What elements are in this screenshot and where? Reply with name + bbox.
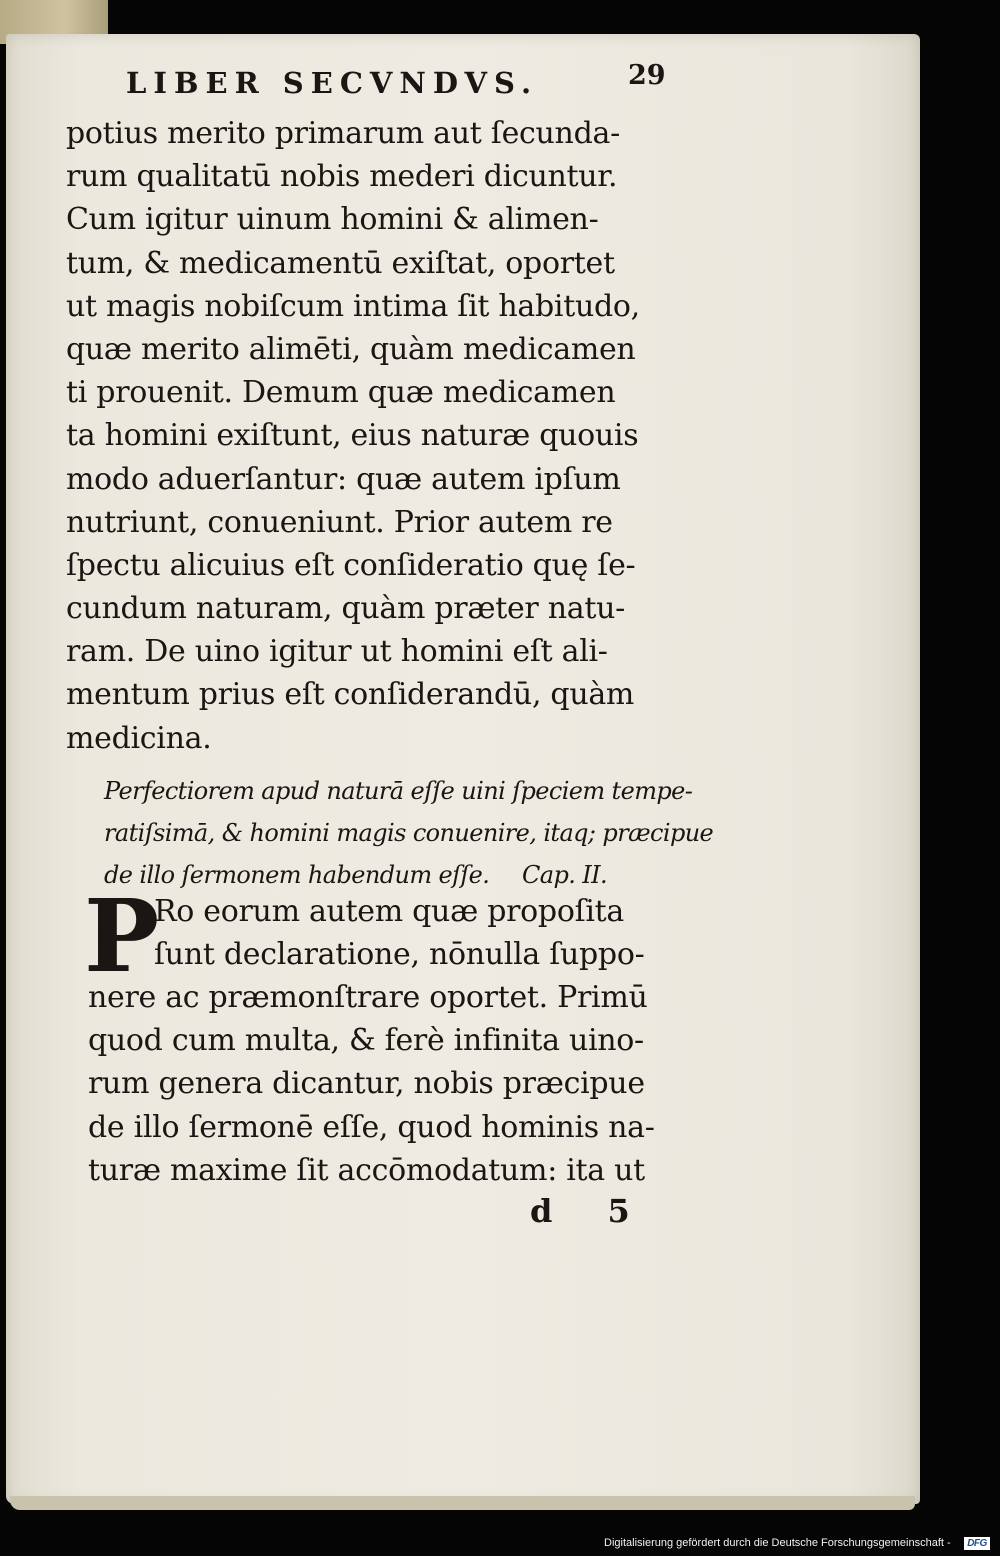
chapter-heading — [104, 770, 713, 896]
chapter-heading-line: de illo ſermonem habendum eſſe. — [104, 861, 490, 889]
chapter-line: rum genera dicantur, nobis præcipue — [88, 1066, 645, 1102]
drop-cap-initial: P — [84, 877, 160, 995]
body-line: mentum prius eſt conſiderandū, quàm — [66, 677, 635, 713]
chapter-text — [88, 976, 655, 1192]
body-line: tum, & medicamentū exiſtat, oportet — [66, 245, 615, 281]
body-line: Cum igitur uinum homini & alimen- — [66, 202, 599, 238]
body-line: ti prouenit. Demum quæ medicamen — [66, 375, 616, 411]
chapter-line: nere ac præmonſtrare oportet. Primū — [88, 980, 648, 1015]
page-number: 29 — [628, 60, 666, 91]
body-line: cundum naturam, quàm præter natu- — [66, 591, 625, 627]
body-line: ſpectu alicuius eſt conſideratio quę ſe- — [66, 547, 636, 583]
body-line: potius merito primarum aut ſecunda- — [66, 116, 620, 151]
chapter-line: turæ maxime ſit accōmodatum: ita ut — [88, 1152, 645, 1188]
dfg-logo: DFG — [964, 1537, 990, 1550]
body-line: modo aduerſantur: quæ autem ipſum — [66, 461, 621, 497]
chapter-text-indented — [154, 890, 644, 976]
chapter-heading-line: Perfectiorem apud naturā eſſe uini ſpeciem tempe- — [104, 777, 693, 805]
body-line: ram. De uino igitur ut homini eſt ali- — [66, 634, 608, 670]
signature-mark: d 5 — [530, 1192, 652, 1230]
chapter-number: Cap. II. — [522, 861, 608, 889]
body-line: ut magis nobiſcum intima ſit habitudo, — [66, 288, 640, 324]
running-head: LIBER SECVNDVS. — [126, 66, 539, 100]
chapter-heading-line: ratiſsimā, & homini magis conuenire, itaq; præcipue — [104, 819, 714, 847]
chapter-line: Ro eorum autem quæ propoſita — [154, 894, 625, 929]
chapter-line: ſunt declaratione, nōnulla ſuppo- — [154, 937, 645, 973]
dfg-credit-text: Digitalisierung gefördert durch die Deutsche Forschungsgemeinschaft - — [604, 1537, 951, 1549]
page-bottom-edge — [10, 1496, 915, 1510]
body-line: ta homini exiſtunt, eius naturæ quouis — [66, 418, 639, 454]
chapter-line: quod cum multa, & ferè infinita uino- — [88, 1023, 644, 1059]
body-line: nutriunt, conueniunt. Prior autem re — [66, 504, 613, 540]
body-line: quæ merito alimēti, quàm medicamen — [66, 331, 636, 367]
body-line: medicina. — [66, 720, 212, 756]
body-line: rum qualitatū nobis mederi dicuntur. — [66, 159, 618, 195]
chapter-line: de illo ſermonē eſſe, quod hominis na- — [88, 1109, 655, 1145]
body-text — [66, 112, 640, 760]
